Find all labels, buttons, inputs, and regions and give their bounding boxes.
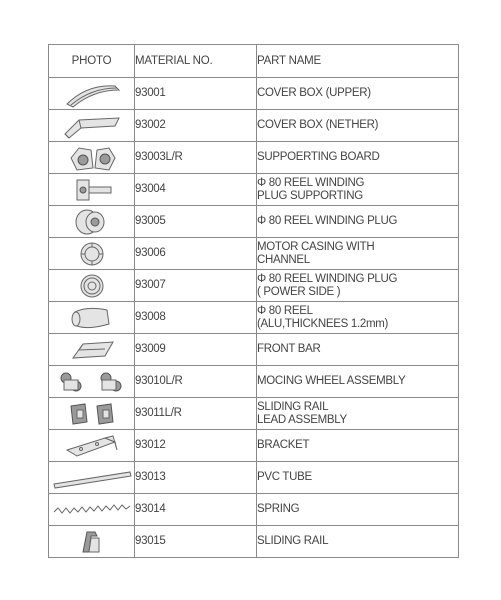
spring-icon [50, 496, 134, 524]
part-name: PVC TUBE [257, 462, 459, 494]
photo-cell [49, 238, 135, 270]
table-row [49, 462, 459, 494]
sliding-rail-lead-icon [57, 400, 127, 428]
header-part-name: PART NAME [257, 45, 459, 78]
bracket-icon [57, 432, 127, 460]
material-no: 93004 [135, 174, 257, 206]
material-no: 93002 [135, 110, 257, 142]
part-name: Φ 80 REEL WINDING PLUG ( POWER SIDE ) [257, 270, 459, 302]
table-row [49, 174, 459, 206]
table-row [49, 526, 459, 558]
part-name: SPRING [257, 494, 459, 526]
table-row [49, 270, 459, 302]
winding-plug-power-icon [57, 272, 127, 300]
reel-tube-icon [57, 304, 127, 332]
winding-plug-icon [57, 208, 127, 236]
header-photo: PHOTO [49, 45, 135, 78]
photo-cell [49, 110, 135, 142]
cover-box-upper-icon [57, 80, 127, 108]
table-row [49, 334, 459, 366]
photo-cell [49, 270, 135, 302]
part-name: SLIDING RAIL LEAD ASSEMBLY [257, 398, 459, 430]
table-row [49, 238, 459, 270]
table-row [49, 142, 459, 174]
table-row [49, 366, 459, 398]
part-name: Φ 80 REEL WINDING PLUG SUPPORTING [257, 174, 459, 206]
part-name: SLIDING RAIL [257, 526, 459, 558]
part-name: COVER BOX (UPPER) [257, 78, 459, 110]
supporting-board-icon [57, 144, 127, 172]
material-no: 93008 [135, 302, 257, 334]
table-row [49, 430, 459, 462]
part-name: FRONT BAR [257, 334, 459, 366]
material-no: 93013 [135, 462, 257, 494]
table-header-row [49, 45, 459, 78]
photo-cell [49, 494, 135, 526]
part-name: Φ 80 REEL (ALU,THICKNEES 1.2mm) [257, 302, 459, 334]
parts-table [48, 44, 459, 558]
part-name: BRACKET [257, 430, 459, 462]
material-no: 93012 [135, 430, 257, 462]
photo-cell [49, 526, 135, 558]
part-name: COVER BOX (NETHER) [257, 110, 459, 142]
material-no: 93007 [135, 270, 257, 302]
part-name: SUPPOERTING BOARD [257, 142, 459, 174]
pvc-tube-icon [50, 464, 134, 492]
material-no: 93009 [135, 334, 257, 366]
material-no: 93006 [135, 238, 257, 270]
photo-cell [49, 206, 135, 238]
table-row [49, 398, 459, 430]
plug-supporting-icon [57, 176, 127, 204]
table-row [49, 78, 459, 110]
photo-cell [49, 430, 135, 462]
material-no: 93014 [135, 494, 257, 526]
wheel-assembly-icon [54, 368, 130, 396]
material-no: 93011L/R [135, 398, 257, 430]
photo-cell [49, 78, 135, 110]
table-row [49, 110, 459, 142]
material-no: 93010L/R [135, 366, 257, 398]
sliding-rail-icon [57, 528, 127, 556]
photo-cell [49, 174, 135, 206]
part-name: MOCING WHEEL ASSEMBLY [257, 366, 459, 398]
front-bar-icon [57, 336, 127, 364]
photo-cell [49, 334, 135, 366]
material-no: 93001 [135, 78, 257, 110]
photo-cell [49, 302, 135, 334]
table-row [49, 494, 459, 526]
photo-cell [49, 142, 135, 174]
header-material-no: MATERIAL NO. [135, 45, 257, 78]
table-row [49, 206, 459, 238]
part-name: MOTOR CASING WITH CHANNEL [257, 238, 459, 270]
part-name: Φ 80 REEL WINDING PLUG [257, 206, 459, 238]
motor-casing-icon [57, 240, 127, 268]
material-no: 93015 [135, 526, 257, 558]
photo-cell [49, 398, 135, 430]
material-no: 93005 [135, 206, 257, 238]
table-row [49, 302, 459, 334]
material-no: 93003L/R [135, 142, 257, 174]
photo-cell [49, 366, 135, 398]
cover-box-nether-icon [57, 112, 127, 140]
photo-cell [49, 462, 135, 494]
